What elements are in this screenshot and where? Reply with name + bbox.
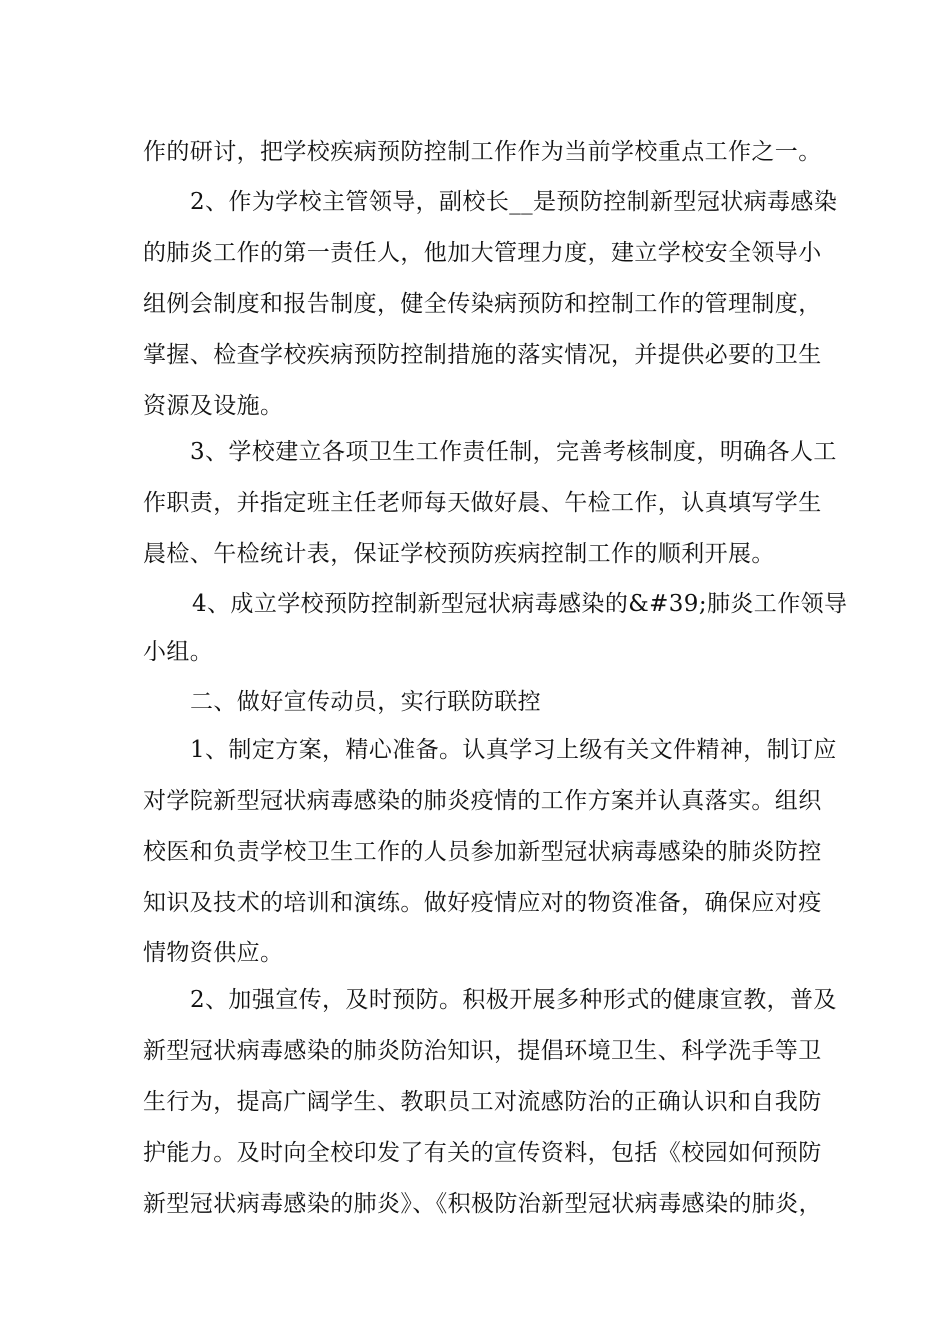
text-line: 新型冠状病毒感染的肺炎》、《积极防治新型冠状病毒感染的肺炎， <box>143 1191 822 1217</box>
text-line: 3、学校建立各项卫生工作责任制，完善考核制度，明确各人工 <box>190 439 837 465</box>
text-line: 4、成立学校预防控制新型冠状病毒感染的&#39;肺炎工作领导 <box>192 591 848 617</box>
text-line: 对学院新型冠状病毒感染的肺炎疫情的工作方案并认真落实。组织 <box>143 788 822 814</box>
text-line: 资源及设施。 <box>143 393 284 419</box>
text-line: 的肺炎工作的第一责任人，他加大管理力度，建立学校安全领导小 <box>143 240 822 266</box>
text-line: 作的研讨，把学校疾病预防控制工作作为当前学校重点工作之一。 <box>143 139 822 165</box>
text-line: 2、加强宣传，及时预防。积极开展多种形式的健康宣教，普及 <box>190 987 837 1013</box>
text-line: 小组。 <box>143 639 214 665</box>
text-line: 护能力。及时向全校印发了有关的宣传资料，包括《校园如何预防 <box>143 1140 822 1166</box>
text-line: 新型冠状病毒感染的肺炎防治知识，提倡环境卫生、科学洗手等卫 <box>143 1038 822 1064</box>
text-line: 1、制定方案，精心准备。认真学习上级有关文件精神，制订应 <box>190 737 837 763</box>
text-line: 生行为，提高广阔学生、教职员工对流感防治的正确认识和自我防 <box>143 1089 822 1115</box>
text-line: 掌握、检查学校疾病预防控制措施的落实情况，并提供必要的卫生 <box>143 342 822 368</box>
text-line: 晨检、午检统计表，保证学校预防疾病控制工作的顺利开展。 <box>143 541 775 567</box>
text-line: 作职责，并指定班主任老师每天做好晨、午检工作，认真填写学生 <box>143 490 822 516</box>
text-line: 组例会制度和报告制度，健全传染病预防和控制工作的管理制度， <box>143 291 822 317</box>
text-line: 知识及技术的培训和演练。做好疫情应对的物资准备，确保应对疫 <box>143 890 822 916</box>
text-line: 情物资供应。 <box>143 940 284 966</box>
text-line: 校医和负责学校卫生工作的人员参加新型冠状病毒感染的肺炎防控 <box>143 839 822 865</box>
section-heading: 二、做好宣传动员，实行联防联控 <box>190 689 541 715</box>
text-line: 2、作为学校主管领导，副校长__是预防控制新型冠状病毒感染 <box>190 189 838 215</box>
